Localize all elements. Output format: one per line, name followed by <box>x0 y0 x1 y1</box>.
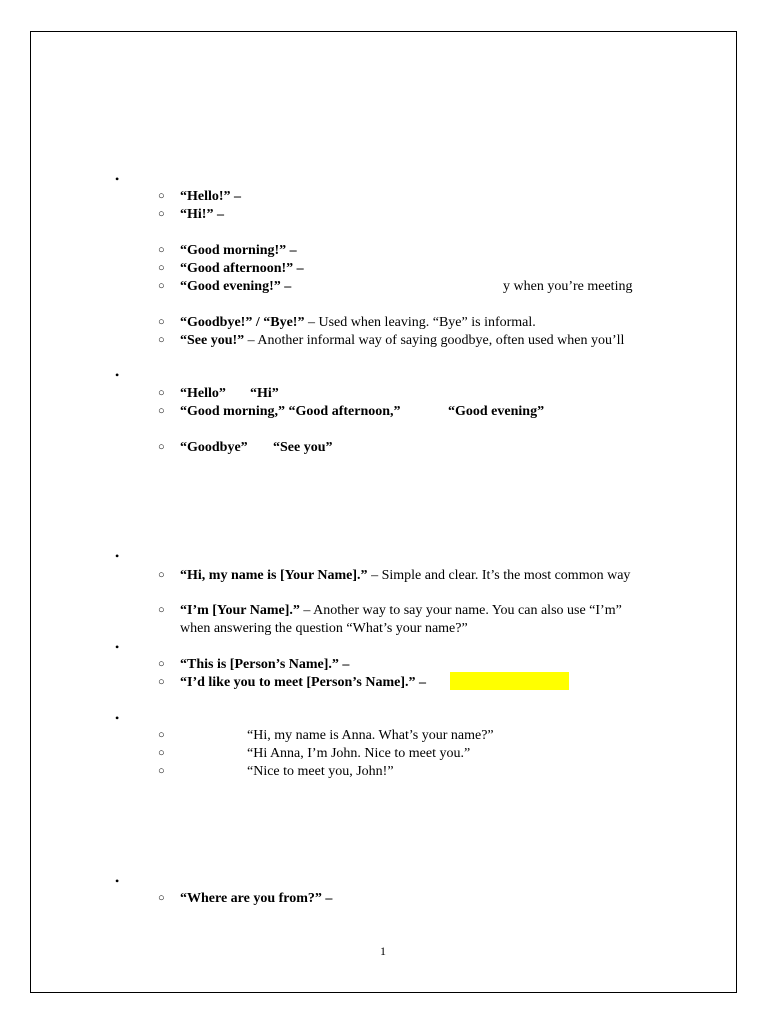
sub-bullet: ○ <box>158 569 165 581</box>
hello-term: “Hello” <box>180 386 226 401</box>
sub-bullet: ○ <box>158 208 165 220</box>
hi-term: “Hi” <box>250 386 279 401</box>
dialogue-line-1: “Hi, my name is Anna. What’s your name?” <box>247 728 494 743</box>
document-page <box>30 31 737 993</box>
sub-bullet: ○ <box>158 765 165 777</box>
bullet-5: • <box>115 711 120 725</box>
bullet-2: • <box>115 368 120 382</box>
sub-bullet: ○ <box>158 387 165 399</box>
sub-bullet: ○ <box>158 604 165 616</box>
see-you-item: “See you!” – Another informal way of saying goodbye, often used when you’ll <box>180 333 625 348</box>
where-from-item: “Where are you from?” – <box>180 891 333 906</box>
sub-bullet: ○ <box>158 747 165 759</box>
sub-bullet: ○ <box>158 262 165 274</box>
sub-bullet: ○ <box>158 676 165 688</box>
good-morning-item: “Good morning!” – <box>180 243 297 258</box>
sub-bullet: ○ <box>158 280 165 292</box>
bullet-1: • <box>115 172 120 186</box>
evening-term: “Good evening” <box>448 404 545 419</box>
bullet-3: • <box>115 549 120 563</box>
im-item: “I’m [Your Name].” – Another way to say your name. You can also use “I’m” <box>180 603 622 618</box>
good-evening-tail: y when you’re meeting <box>503 279 633 294</box>
sub-bullet: ○ <box>158 405 165 417</box>
see-you-term: “See you” <box>273 440 333 455</box>
dialogue-line-2: “Hi Anna, I’m John. Nice to meet you.” <box>247 746 471 761</box>
hello-item: “Hello!” – <box>180 189 242 204</box>
morning-afternoon-term: “Good morning,” “Good afternoon,” <box>180 404 401 419</box>
sub-bullet: ○ <box>158 658 165 670</box>
bullet-6: • <box>115 874 120 888</box>
page-number: 1 <box>380 944 386 958</box>
this-is-item: “This is [Person’s Name].” – <box>180 657 350 672</box>
dialogue-line-3: “Nice to meet you, John!” <box>247 764 394 779</box>
goodbye-item: “Goodbye!” / “Bye!” – Used when leaving. “Bye” is informal. <box>180 315 536 330</box>
sub-bullet: ○ <box>158 892 165 904</box>
im-item-continuation: when answering the question “What’s your name?” <box>180 621 468 636</box>
sub-bullet: ○ <box>158 441 165 453</box>
good-afternoon-item: “Good afternoon!” – <box>180 261 304 276</box>
bullet-4: • <box>115 640 120 654</box>
good-evening-item: “Good evening!” – <box>180 279 292 294</box>
yellow-highlight <box>450 672 569 690</box>
sub-bullet: ○ <box>158 729 165 741</box>
my-name-item: “Hi, my name is [Your Name].” – Simple and clear. It’s the most common way <box>180 568 631 583</box>
like-you-to-meet-item: “I’d like you to meet [Person’s Name].” – <box>180 675 426 690</box>
hi-item: “Hi!” – <box>180 207 224 222</box>
sub-bullet: ○ <box>158 244 165 256</box>
sub-bullet: ○ <box>158 190 165 202</box>
sub-bullet: ○ <box>158 316 165 328</box>
goodbye-term: “Goodbye” <box>180 440 248 455</box>
sub-bullet: ○ <box>158 334 165 346</box>
